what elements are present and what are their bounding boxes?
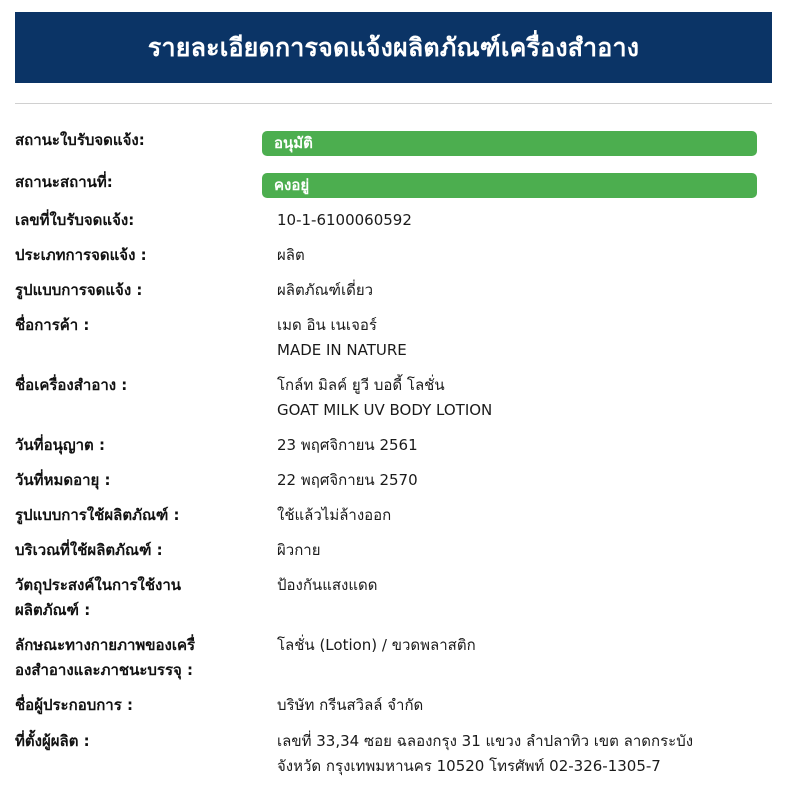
purpose-value: ป้องกันแสงแดด: [277, 576, 378, 594]
row-usage-area: [15, 538, 772, 564]
manufacturer-address-value-line2: จังหวัด กรุงเทพมหานคร 10520 โทรศัพท์ 02-326-1305-7: [277, 757, 661, 775]
trade-name-value-english: MADE IN NATURE: [277, 341, 407, 359]
manufacturer-address-value-line1: เลขที่ 33,34 ซอย ฉลองกรุง 31 แขวง ลำปลาทิว เขต ลาดกระบัง: [277, 732, 694, 750]
row-expiry-date: [15, 468, 772, 494]
physical-characteristics-label-line2: องสำอางและภาชนะบรรจุ :: [15, 661, 194, 679]
premises-status-badge: คงอยู่: [262, 173, 757, 198]
permit-date-value: 23 พฤศจิกายน 2561: [277, 436, 418, 454]
permit-date-label: วันที่อนุญาต :: [15, 436, 105, 454]
row-usage-format: [15, 503, 772, 529]
cosmetic-name-value-thai: โกล์ท มิลค์ ยูวี บอดี้ โลชั่น: [277, 376, 445, 394]
row-manufacturer-address: [15, 729, 772, 781]
usage-format-label: รูปแบบการใช้ผลิตภัณฑ์ :: [15, 506, 180, 524]
notification-format-value: ผลิตภัณฑ์เดี่ยว: [277, 281, 374, 299]
premises-status-label: สถานะสถานที่:: [15, 173, 113, 191]
trade-name-value-thai: เมด อิน เนเจอร์: [277, 316, 377, 334]
trade-name-label: ชื่อการค้า :: [15, 316, 90, 334]
physical-characteristics-label-line1: ลักษณะทางกายภาพของเครื่: [15, 636, 196, 654]
row-notification-format: [15, 278, 772, 304]
usage-area-value: ผิวกาย: [277, 541, 321, 559]
row-notification-type: [15, 243, 772, 269]
purpose-label-line1: วัตถุประสงค์ในการใช้งาน: [15, 576, 182, 594]
operator-name-label: ชื่อผู้ประกอบการ :: [15, 696, 134, 714]
row-receipt-number: [15, 208, 772, 234]
physical-characteristics-value: โลชั่น (Lotion) / ขวดพลาสติก: [277, 636, 476, 654]
manufacturer-address-label: ที่ตั้งผู้ผลิต :: [15, 732, 90, 750]
notification-type-label: ประเภทการจดแจ้ง :: [15, 246, 147, 264]
usage-area-label: บริเวณที่ใช้ผลิตภัณฑ์ :: [15, 541, 163, 559]
row-trade-name: [15, 313, 772, 365]
usage-format-value: ใช้แล้วไม่ล้างออก: [277, 506, 392, 524]
row-permit-date: [15, 433, 772, 459]
receipt-status-label: สถานะใบรับจดแจ้ง:: [15, 131, 145, 149]
row-physical-characteristics: [15, 633, 772, 683]
expiry-date-label: วันที่หมดอายุ :: [15, 471, 111, 489]
purpose-label-line2: ผลิตภัณฑ์ :: [15, 601, 91, 619]
cosmetic-name-value-english: GOAT MILK UV BODY LOTION: [277, 401, 493, 419]
receipt-number-value: 10-1-6100060592: [277, 211, 412, 229]
notification-format-label: รูปแบบการจดแจ้ง :: [15, 281, 143, 299]
row-cosmetic-name: [15, 373, 772, 425]
operator-name-value: บริษัท กรีนสวิลล์ จำกัด: [277, 696, 424, 714]
receipt-status-badge: อนุมัติ: [262, 131, 757, 156]
divider: [15, 103, 772, 104]
cosmetic-name-label: ชื่อเครื่องสำอาง :: [15, 376, 128, 394]
row-purpose: [15, 573, 772, 623]
page-title: รายละเอียดการจดแจ้งผลิตภัณฑ์เครื่องสำอาง: [147, 32, 640, 62]
expiry-date-value: 22 พฤศจิกายน 2570: [277, 471, 418, 489]
receipt-number-label: เลขที่ใบรับจดแจ้ง:: [15, 211, 135, 229]
row-operator-name: [15, 693, 772, 719]
header-banner: [15, 12, 772, 83]
notification-type-value: ผลิต: [277, 246, 305, 264]
